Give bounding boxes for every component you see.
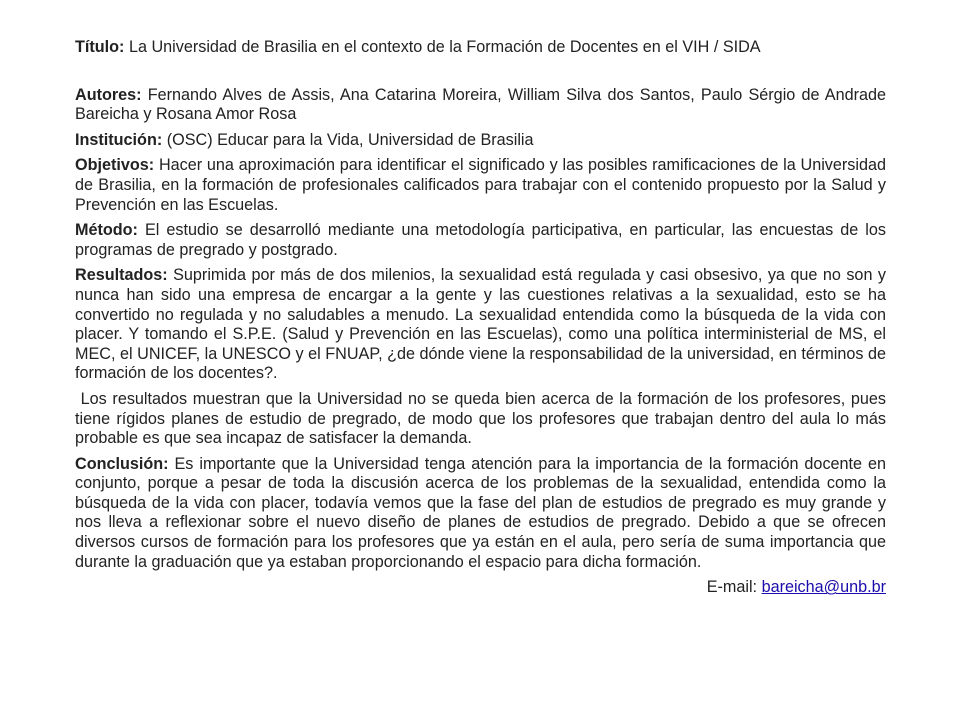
email-label: E-mail:: [706, 578, 758, 597]
conclusion-text: Es importante que la Universidad tenga atención para la importancia de la formación docente en conjunto, porque a pesar de toda la discusión acerca de los problemas de la sexualidad, entendida como la búsqueda de la vida con placer, todavía vemos que la fase del plan de estudios de pregrado es muy grande y nos lleva a reflexionar sobre el nuevo diseño de planes de estudios de pregrado. Debido a que se ofrecen diversos cursos de formación para los profesores que ya están en el aula, pero sería de suma importancia que durante la graduación que ya estaban proporcionando el espacio para dicha formación.: [75, 454, 886, 571]
institution-paragraph: [75, 131, 886, 151]
authors-text: Fernando Alves de Assis, Ana Catarina Moreira, William Silva dos Santos, Paulo Sérgio de Andrade Bareicha y Rosana Amor Rosa: [75, 85, 886, 124]
institution-text: (OSC) Educar para la Vida, Universidad de Brasilia: [166, 130, 534, 149]
title-text: La Universidad de Brasilia en el contexto de la Formación de Docentes en el VIH / SIDA: [128, 38, 761, 56]
method-text: El estudio se desarrolló mediante una metodología participativa, en particular, las encuestas de los programas de pregrado y postgrado.: [75, 221, 887, 259]
email-line: [75, 578, 886, 598]
results-text-2: Los resultados muestran que la Universidad no se queda bien acerca de la formación de los profesores, pues tiene rígidos planes de estudio de pregrado, de modo que los profesores que trabajan dentro del aula lo más probable es que sea incapaz de satisfacer la demanda.: [75, 389, 891, 448]
results-paragraph-2: [75, 389, 891, 449]
title-paragraph: [75, 38, 886, 58]
abstract-slide: [75, 38, 891, 604]
email-link[interactable]: bareicha@unb.br: [761, 578, 886, 597]
method-label: Método:: [75, 221, 138, 240]
authors-label: Autores:: [75, 85, 142, 104]
conclusion-paragraph: [75, 455, 886, 573]
results-text: Suprimida por más de dos milenios, la sexualidad está regulada y casi obsesivo, ya que no son y nunca han sido una empresa de encargar a la gente y las cuestiones relativas a la sexualidad, esto se ha convertido no regulada y no saludables a menudo. La sexualidad entendida como la búsqueda de la vida con placer. Y tomando el S.P.E. (Salud y Prevención en las Escuelas), como una política interministerial de MS, el MEC, el UNICEF, la UNESCO y el FNUAP, ¿de dónde viene la responsabilidad de la universidad, en términos de formación de los docentes?.: [75, 266, 886, 383]
authors-paragraph: [75, 86, 886, 125]
objectives-label: Objetivos:: [75, 156, 155, 175]
conclusion-label: Conclusión:: [75, 454, 169, 473]
method-paragraph: [75, 221, 886, 260]
institution-label: Institución:: [75, 130, 163, 149]
title-label: Título:: [75, 38, 125, 56]
results-paragraph: [75, 266, 886, 384]
objectives-paragraph: [75, 156, 886, 215]
results-label: Resultados:: [75, 266, 168, 285]
objectives-text: Hacer una aproximación para identificar el significado y las posibles ramificaciones de la Universidad de Brasilia, en la formación de profesionales calificados para trabajar con el contenido propuesto por la Salud y Prevención en las Escuelas.: [75, 156, 886, 214]
